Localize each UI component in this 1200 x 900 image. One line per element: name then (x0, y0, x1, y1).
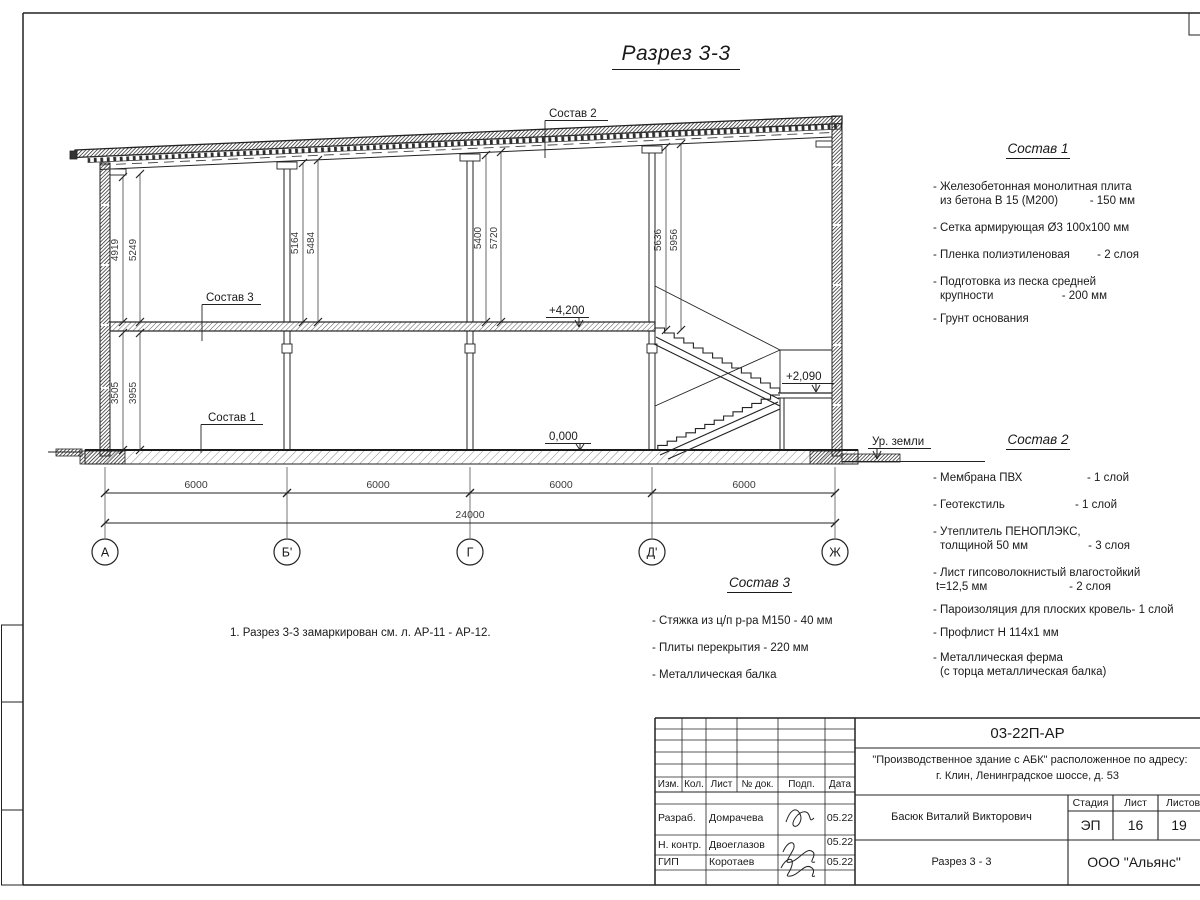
sheet-note: 1. Разрез 3-3 замаркирован см. л. АР-11 - АР-12. (230, 627, 491, 639)
roof-eave-end (70, 151, 77, 159)
dim-5249: 5249 (128, 238, 139, 262)
tb-col-podp: Подп. (788, 779, 815, 790)
dim-5400: 5400 (473, 226, 484, 250)
dim-5720: 5720 (489, 226, 500, 250)
tb-project-line2: г. Клин, Ленинградское шоссе, д. 53 (936, 769, 1119, 782)
elev-ground-level: Ур. земли (872, 436, 925, 448)
spec-sostav-3: Состав 3 - Стяжка из ц/п р-ра М150 - 40 мм - Плиты перекрытия - 220 мм - Металлическая балка (652, 576, 867, 682)
tb-sheets-label: Листов (1166, 796, 1200, 809)
elev-4200: +4,200 (549, 305, 585, 317)
tb-sheets-total: 19 (1171, 817, 1187, 833)
tb-sheet-label: Лист (1124, 796, 1147, 809)
ground-slab (48, 449, 985, 464)
leader-sostav3: Состав 3 (206, 292, 254, 304)
tb-name-domracheva: Домрачева (709, 811, 764, 824)
axis-g: Г (466, 545, 474, 560)
right-footing (810, 451, 842, 464)
dim-3505: 3505 (110, 381, 121, 405)
tb-date-gip: 05.22 (826, 856, 854, 868)
leader-sostav1: Состав 1 (208, 412, 256, 424)
ground-strip (842, 454, 900, 462)
spec3-title: Состав 3 (652, 576, 867, 590)
tb-stage-value: ЭП (1080, 817, 1101, 833)
tb-col-kol: Кол. (684, 779, 704, 790)
tb-company: ООО "Альянс" (1087, 854, 1181, 870)
leader-lines (201, 121, 608, 454)
floor2-slab (110, 322, 655, 331)
lower-flight-steps (658, 395, 780, 450)
left-footing (80, 451, 125, 464)
tb-col-data: Дата (828, 779, 852, 790)
tb-date-nkontr: 05.22 (826, 835, 854, 848)
axis-b: Б' (281, 545, 293, 560)
tb-date-razrab: 05.22 (826, 811, 854, 824)
dim-ticks (119, 140, 685, 454)
dim-total: 24000 (455, 509, 485, 521)
leader-labels (206, 108, 597, 424)
dim-5484: 5484 (306, 231, 317, 255)
dim-5956: 5956 (669, 228, 680, 252)
spec-sostav-1: Состав 1 - Железобетонная монолитная плита из бетона В 15 (М200) - 150 мм - Сетка армирующая Ø3 100х100 мм - Пленка полиэтиленовая - 2 слоя - Подготовка из песка средней крупности - 200 мм - Грунт основания (933, 142, 1143, 326)
tb-col-izm: Изм. (657, 779, 680, 790)
upper-flight-steps (655, 328, 780, 393)
dim-5164: 5164 (290, 231, 301, 255)
dim-bay-3: 6000 (549, 479, 573, 491)
tb-chief-name: Басюк Виталий Викторович (891, 811, 1032, 823)
roof (70, 116, 842, 170)
dim-bay-1: 6000 (184, 479, 208, 491)
axis-a: А (100, 545, 110, 560)
tb-role-razrab: Разраб. (658, 811, 696, 824)
tb-col-list: Лист (710, 779, 733, 790)
page-title: Разрез 3-3 (612, 42, 740, 70)
tb-doc-number: 03-22П-АР (990, 724, 1065, 742)
spec1-title: Состав 1 (933, 142, 1143, 156)
left-wall (100, 163, 110, 456)
axis-bubbles (92, 539, 848, 565)
tb-stage-label: Стадия (1072, 796, 1109, 809)
tb-drawing-title: Разрез 3 - 3 (931, 856, 992, 868)
tb-col-ndoc: № док. (741, 779, 774, 790)
tb-role-nkontr: Н. контр. (658, 838, 702, 851)
tb-role-gip: ГИП (658, 856, 679, 868)
dim-bay-2: 6000 (366, 479, 390, 491)
axis-d: Д' (646, 545, 658, 560)
signature-korotaev (781, 859, 815, 876)
elev-0000: 0,000 (549, 431, 578, 443)
spec2-title: Состав 2 (933, 433, 1143, 447)
axis-zh: Ж (829, 545, 841, 560)
signatures (781, 810, 815, 877)
dim-bay-4: 6000 (732, 479, 756, 491)
walls (100, 116, 842, 456)
columns-lower (282, 331, 657, 450)
tb-name-dvoeglazov: Двоеглазов (709, 838, 765, 851)
dim-5636: 5636 (653, 228, 664, 252)
tb-project-line1: "Производственное здание с АБК" расположенное по адресу: (872, 753, 1188, 766)
dim-3955: 3955 (128, 381, 139, 405)
elev-2090: +2,090 (786, 371, 822, 383)
signature-domracheva (786, 810, 814, 826)
leader-sostav2: Состав 2 (549, 108, 597, 120)
tb-name-korotaev: Коротаев (709, 856, 755, 868)
tb-sheet-number: 16 (1127, 817, 1144, 833)
axis-extension-lines (105, 467, 835, 538)
spec-sostav-2: Состав 2 - Мембрана ПВХ - 1 слой - Геотекстиль - 1 слой - Утеплитель ПЕНОПЛЭКС, толщиной 50 мм - 3 слоя - Лист гипсоволокнистый влагостойкий t=12,5 мм - 2 слоя - Пароизоляция для плоских кровель - 1 слой - Профлист Н 114х1 мм - Металлическая ферма (с торца металлическая балка) (933, 432, 1174, 678)
dim-4919: 4919 (110, 238, 121, 262)
vertical-dim-labels (110, 226, 680, 404)
